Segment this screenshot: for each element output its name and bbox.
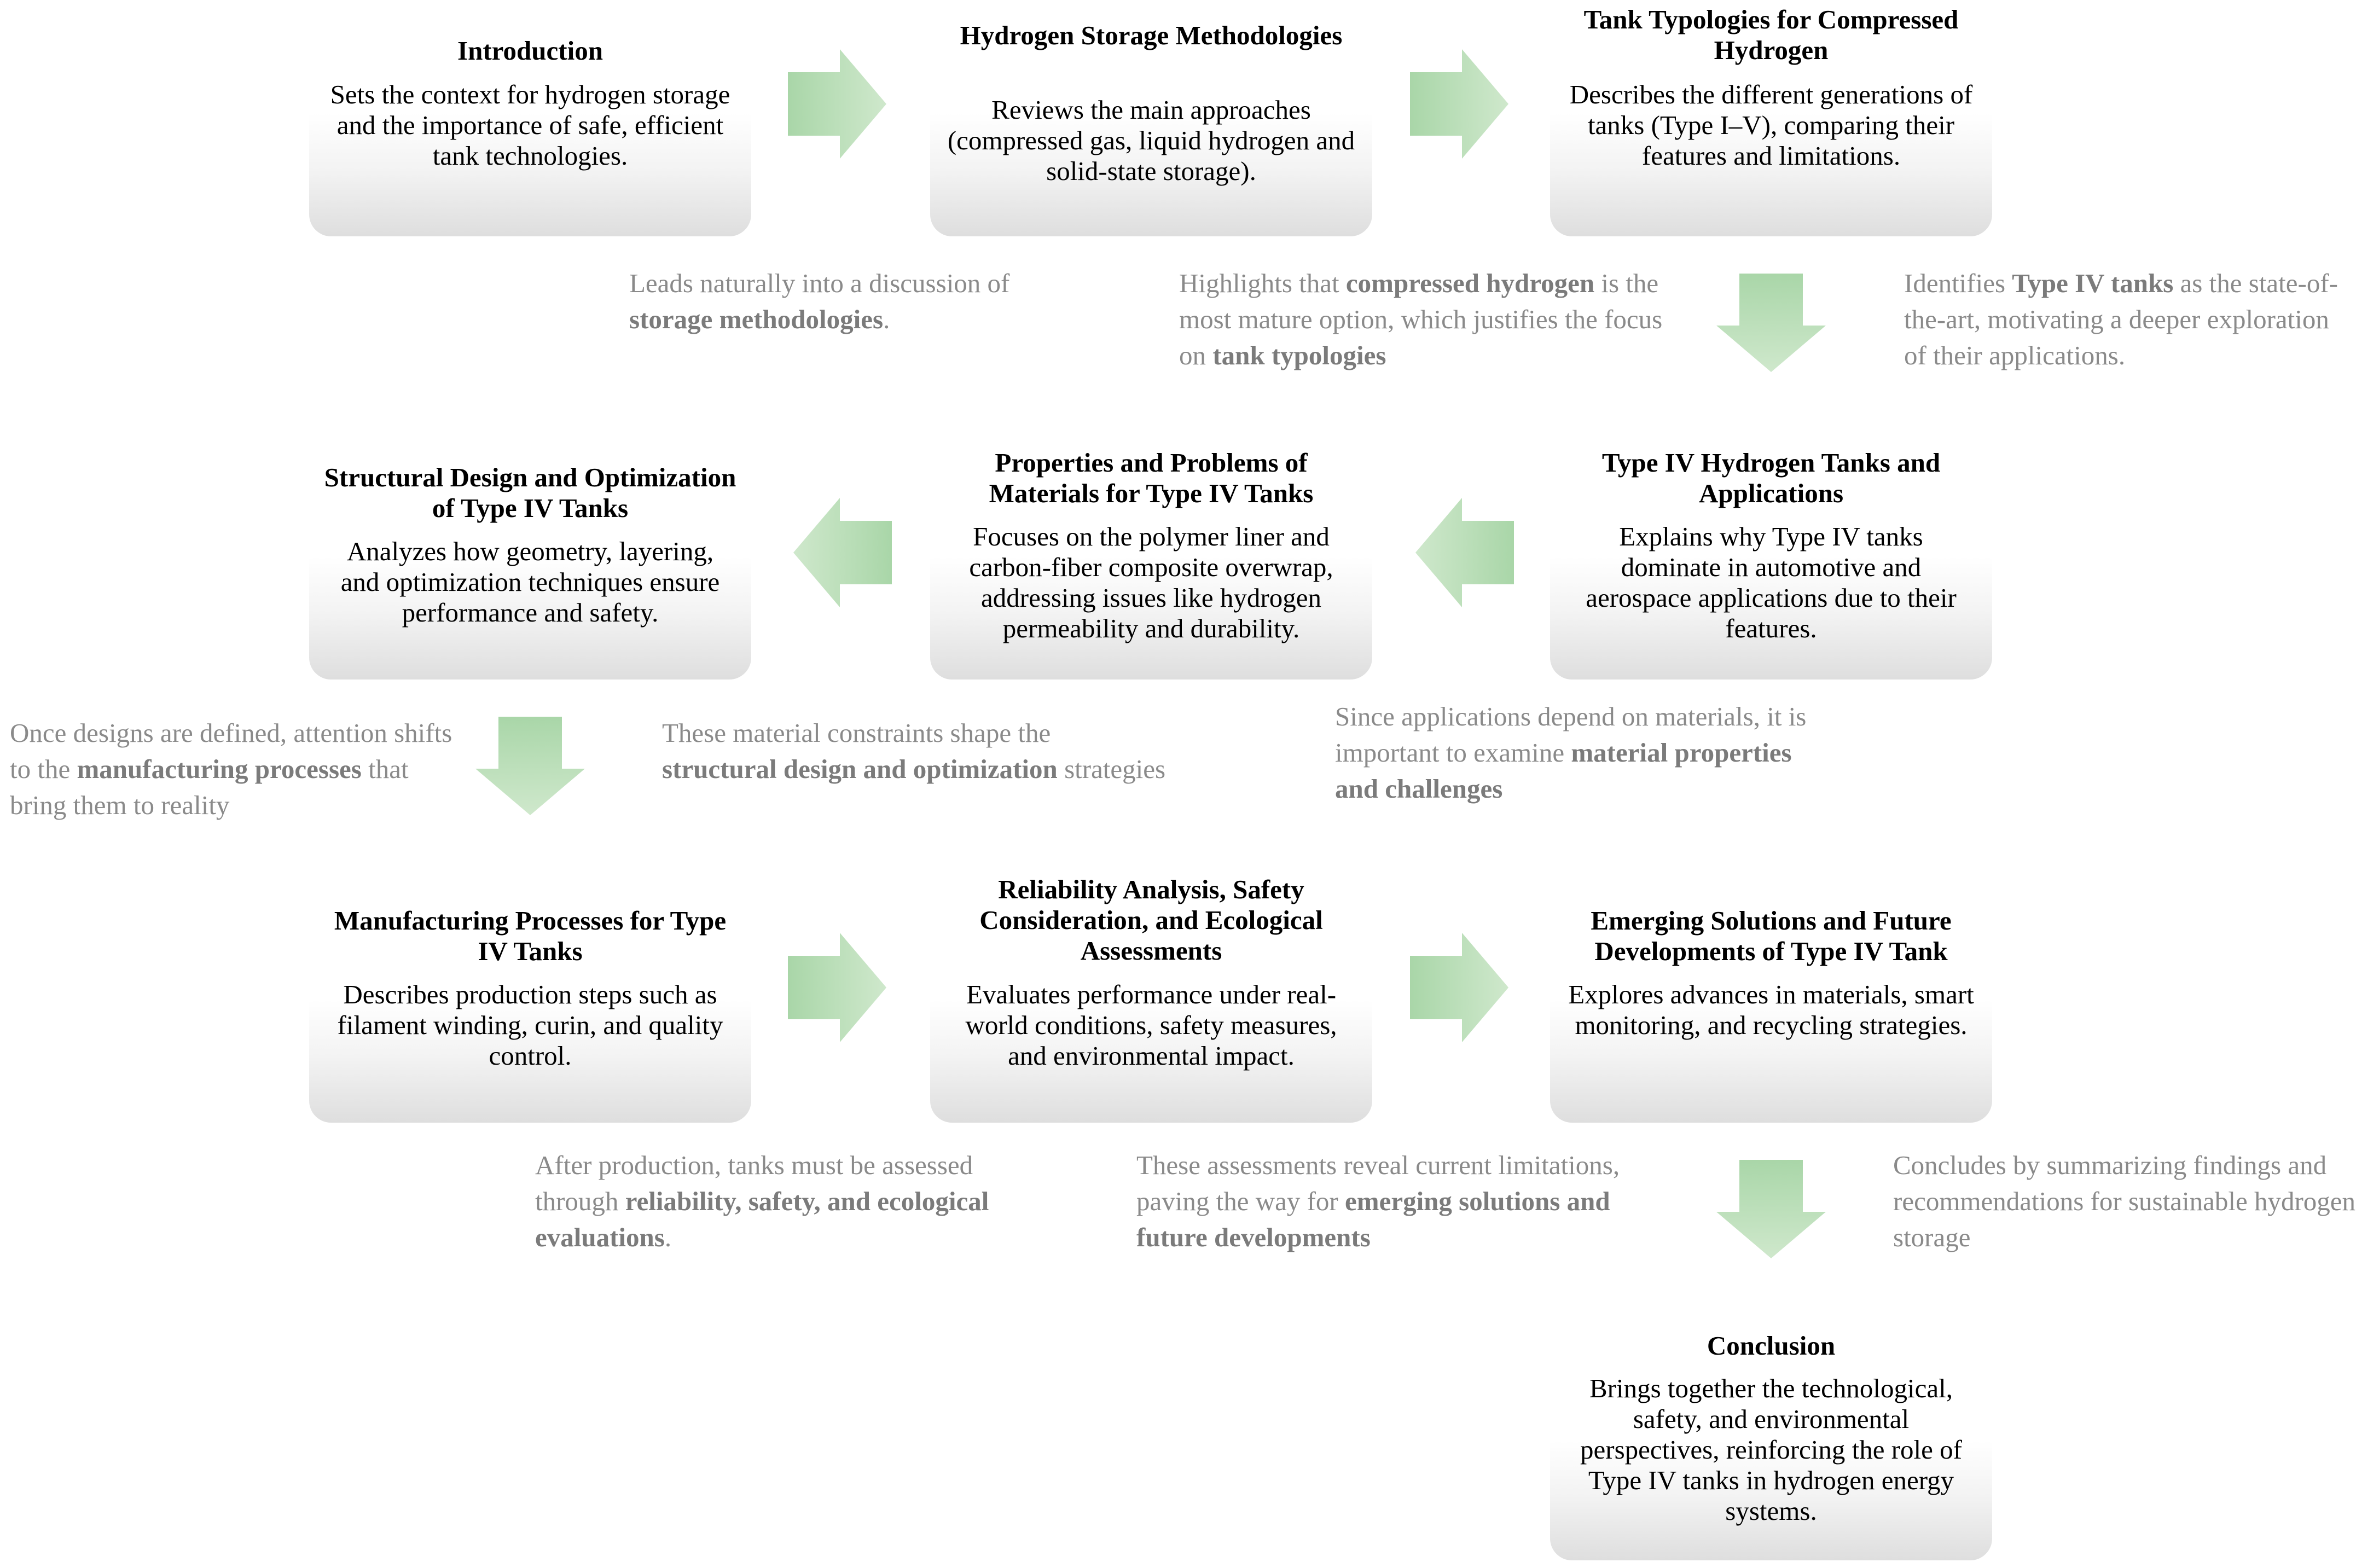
arrow-right-icon [788,49,886,159]
box-description: Reviews the main approaches (compressed gas, liquid hydrogen and solid-state storage). [947,95,1355,186]
note-to-conclusion: Concludes by summarizing findings and recommendations for sustainable hydrogen storage [1893,1150,2356,1252]
box-description: Describes the different generations of tanks (Type I–V), comparing their features and limitations. [1569,79,1973,171]
box-title: Introduction [457,36,603,66]
box-structural-design [309,443,751,680]
arrow-right-icon [1410,49,1508,159]
arrow-down-icon [1716,1160,1826,1258]
box-description: Describes production steps such as filament winding, curin, and quality control. [337,979,723,1071]
box-description: Analyzes how geometry, layering, and optimization techniques ensure performance and safety. [340,536,720,628]
box-description: Sets the context for hydrogen storage and the importance of safe, efficient tank technologies. [330,79,730,171]
box-title: Reliability Analysis, Safety Consideration, and Ecological Assessments [979,874,1323,966]
box-title: Type IV Hydrogen Tanks and Applications [1601,448,1941,508]
box-introduction [309,0,751,236]
box-description: Explores advances in materials, smart monitoring, and recycling strategies. [1568,979,1974,1040]
note-to-type4-applications: Identifies Type IV tanks as the state-of-the-art, motivating a deeper exploration of their applications. [1904,268,2338,370]
note-to-tank-typologies: Highlights that compressed hydrogen is the most mature option, which justifies the focus on tank typologies [1179,268,1663,370]
box-reliability [930,874,1372,1123]
note-to-structural-design: These material constraints shape the structural design and optimization strategies [662,718,1166,784]
box-conclusion [1550,1331,1992,1560]
box-title: Conclusion [1707,1331,1836,1361]
box-description: Brings together the technological, safety, and environmental perspectives, reinforcing the role of Type IV tanks in hydrogen energy systems. [1580,1373,1962,1526]
box-description: Focuses on the polymer liner and carbon-fiber composite overwrap, addressing issues like hydrogen permeability and durability. [969,521,1333,643]
note-to-storage-methodologies: Leads naturally into a discussion of storage methodologies. [629,268,1010,334]
arrow-left-icon [1415,498,1514,607]
note-to-materials: Since applications depend on materials, it is important to examine material properties and challenges [1335,701,1807,804]
box-tank-typologies [1550,0,1992,236]
arrow-down-icon [475,717,585,815]
box-description: Evaluates performance under real-world conditions, safety measures, and environmental impact. [965,979,1337,1071]
note-to-manufacturing: Once designs are defined, attention shifts to the manufacturing processes that bring them to reality [10,718,452,820]
box-title: Tank Typologies for Compressed Hydrogen [1583,4,1959,65]
arrow-right-icon [1410,933,1508,1042]
arrow-down-icon [1716,274,1826,372]
box-title: Properties and Problems of Materials for Type IV Tanks [989,448,1314,508]
arrow-left-icon [793,498,892,607]
box-type4-applications [1550,443,1992,680]
box-emerging [1550,886,1992,1123]
box-title: Hydrogen Storage Methodologies [960,20,1343,50]
note-to-reliability: After production, tanks must be assessed through reliability, safety, and ecological evaluations. [535,1150,989,1252]
note-to-emerging: These assessments reveal current limitations, paving the way for emerging solutions and future developments [1136,1150,1620,1252]
box-title: Structural Design and Optimization of Type IV Tanks [324,462,736,523]
box-storage-methodologies [930,0,1372,236]
box-manufacturing [309,886,751,1123]
box-title: Emerging Solutions and Future Developments of Type IV Tank [1591,905,1952,966]
arrow-right-icon [788,933,886,1042]
box-materials [930,443,1372,680]
box-title: Manufacturing Processes for Type IV Tanks [334,905,727,966]
box-description: Explains why Type IV tanks dominate in automotive and aerospace applications due to their features. [1586,521,1957,643]
